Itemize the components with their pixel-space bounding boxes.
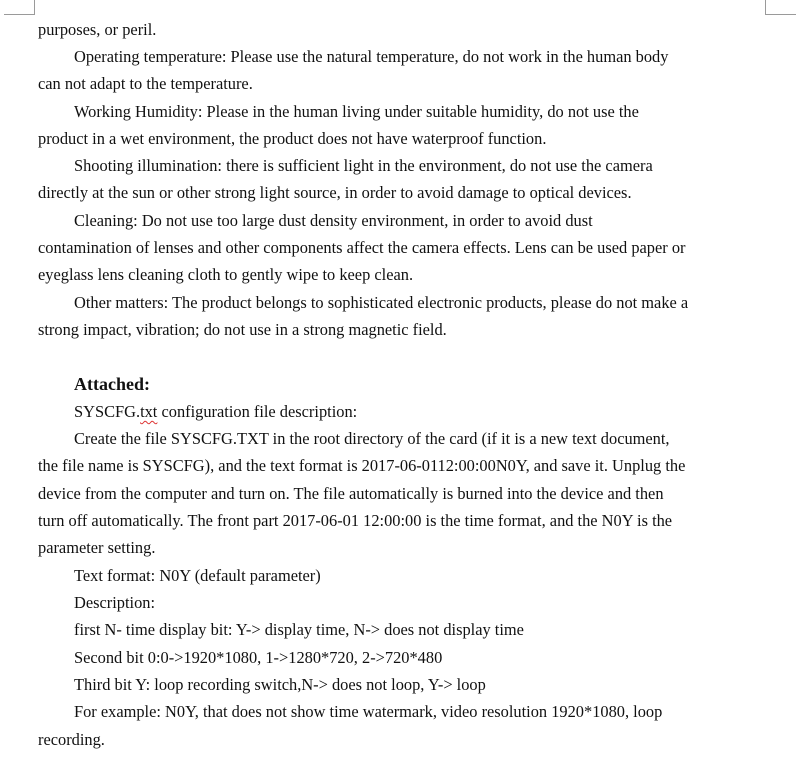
paragraph-line: Shooting illumination: there is sufficient light in the environment, do not use the camera bbox=[74, 156, 653, 175]
paragraph-line: recording. bbox=[38, 730, 105, 749]
paragraph-line: Description: bbox=[74, 593, 156, 612]
text-run: configuration file description: bbox=[157, 402, 358, 421]
paragraph-line: Working Humidity: Please in the human living under suitable humidity, do not use the bbox=[74, 102, 639, 121]
paragraph-line: product in a wet environment, the product does not have waterproof function. bbox=[38, 129, 547, 148]
paragraph-line: device from the computer and turn on. The file automatically is burned into the device and then bbox=[38, 484, 664, 503]
paragraph-line: Second bit 0:0->1920*1080, 1->1280*720, 2->720*480 bbox=[74, 648, 443, 667]
paragraph-line: Other matters: The product belongs to sophisticated electronic products, please do not make a bbox=[74, 293, 689, 312]
paragraph-line: eyeglass lens cleaning cloth to gently wipe to keep clean. bbox=[38, 265, 414, 284]
paragraph-line: Third bit Y: loop recording switch,N-> does not loop, Y-> loop bbox=[74, 675, 486, 694]
paragraph-line: first N- time display bit: Y-> display time, N-> does not display time bbox=[74, 620, 524, 639]
paragraph-line: turn off automatically. The front part 2017-06-01 12:00:00 is the time format, and the N0Y is the bbox=[38, 511, 673, 530]
paragraph-line: contamination of lenses and other components affect the camera effects. Lens can be used paper or bbox=[38, 238, 686, 257]
page-corner-mark-left bbox=[4, 0, 35, 15]
paragraph-line: can not adapt to the temperature. bbox=[38, 74, 253, 93]
section-heading: Attached: bbox=[74, 374, 150, 394]
paragraph-line: purposes, or peril. bbox=[38, 20, 157, 39]
page-corner-mark-right bbox=[765, 0, 796, 15]
paragraph-line: For example: N0Y, that does not show time watermark, video resolution 1920*1080, loop bbox=[74, 702, 663, 721]
paragraph-line: Cleaning: Do not use too large dust density environment, in order to avoid dust bbox=[74, 211, 593, 230]
paragraph-line: directly at the sun or other strong light source, in order to avoid damage to optical devices. bbox=[38, 183, 632, 202]
spellcheck-flagged-word: txt bbox=[140, 402, 158, 421]
paragraph-line bbox=[74, 402, 357, 422]
paragraph-line: Operating temperature: Please use the natural temperature, do not work in the human body bbox=[74, 47, 669, 66]
paragraph-line: Text format: N0Y (default parameter) bbox=[74, 566, 321, 585]
text-run: SYSCFG. bbox=[74, 402, 141, 421]
paragraph-line: strong impact, vibration; do not use in a strong magnetic field. bbox=[38, 320, 447, 339]
paragraph-line: the file name is SYSCFG), and the text format is 2017-06-0112:00:00N0Y, and save it. Unplug the bbox=[38, 456, 686, 475]
paragraph-line: Create the file SYSCFG.TXT in the root directory of the card (if it is a new text document, bbox=[74, 429, 670, 448]
paragraph-line: parameter setting. bbox=[38, 538, 156, 557]
